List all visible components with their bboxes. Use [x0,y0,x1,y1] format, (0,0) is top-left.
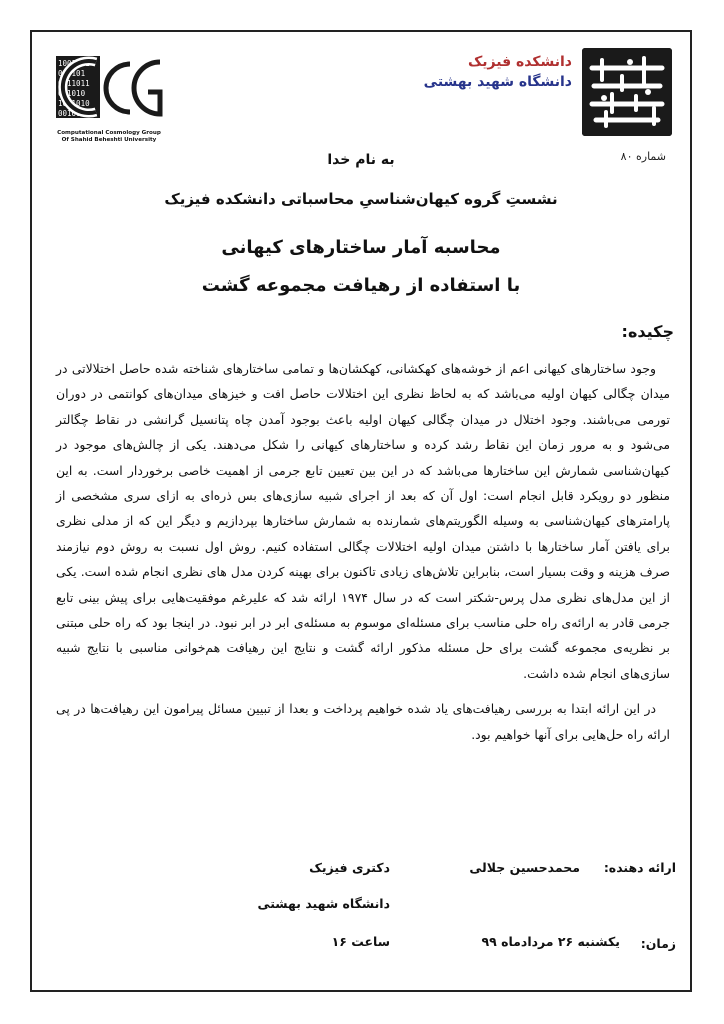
university-logo-graphic [582,48,672,136]
presenter-university: دانشگاه شهید بهشتی [257,896,390,911]
abstract-paragraph-1: وجود ساختارهای کیهانی اعم از خوشه‌های کهکشانی، کهکشان‌ها و تمامی ساختارهای شناخته شده حاصل اختلالاتی در میدان چگالی کیهان اولیه می‌باشد که به لحاظ نظری این اختلالات حاصل افت و خیزهای میدان‌های کوانتمی در دوران تورمی می‌باشند. وجود اختلال در میدان چگالی کیهان اولیه باعث بوجود آمدن چاه پتانسیل گرانشی در نقاط چگالتر می‌شود و به مرور زمان این نقاط رشد کرده و ساختارهای کیهانی را شکل می‌دهند. یکی از چالش‌های موجود در کیهان‌شناسی شمارش این ساختارها می‌باشد که در این بین تعیین تابع جرمی از اهمیت خاصی برخوردار است. به این منظور دو رویکرد قابل انجام است: اول آن که بعد از اجرای شبیه سازی‌های بس ذره‌ای به ازای سری مشخصی از پارامترهای کیهان‌شناسی به وسیله الگوریتم‌های شمارنده به شمارش ساختارها بپردازیم و دیگر این که از مدلی نظری برای یافتن آمار ساختارها با داشتن میدان اولیه اختلالات چگالی استفاده کنیم. روش اول نسبت به روش دوم نیازمند صرف هزینه و وقت بسیار است، بنابراین تلاش‌های زیادی تاکنون برای بهینه کردن مدل های نظری انجام شده است. یکی از این مدل‌های نظری مدل پرس-شکتر است که در سال ۱۹۷۴ ارائه شد که علیرغم موفقیت‌هایی برای پیش بینی تابع جرمی قادر به ارائه‌ی راه حلی مناسب برای مسئله‌ای موسوم به مسئله‌ی ابر در ابر نبود. در اینجا بود که راه حلی مبتنی بر نظریه‌ی مجموعه گشت برای حل مسئله مذکور ارائه گشت و نتایج این رهیافت هم‌خوانی مناسبی با نتایج شبیه سازی‌های انجام شده داشت. [56,361,670,681]
ccg-logo-graphic [52,50,166,130]
ccg-caption-1: Computational Cosmology Group [57,130,161,136]
abstract-body [56,356,670,747]
time-date: یکشنبه ۲۶ مردادماه ۹۹ [481,934,620,949]
svg-text:0010001: 0010001 [58,109,90,118]
presenter-degree: دکتری فیزیک [309,860,390,875]
presenter-label: ارائه دهنده: [603,860,676,875]
svg-text:010101: 010101 [58,69,86,78]
svg-text:1001010: 1001010 [58,99,90,108]
abstract-paragraph-2: در این ارائه ابتدا به بررسی رهیافت‌های یاد شده خواهیم پرداخت و بعدا از تبیین مسائل پیرامون این رهیافت‌ها در پی ارائه راه حل‌هایی برای آنها خواهیم بود. [56,701,670,742]
page-frame [30,30,692,992]
svg-text:011010: 011010 [58,89,86,98]
presenter-name: محمدحسین جلالی [469,860,580,875]
faculty-name: دانشکده فیزیک [467,54,572,70]
group-meeting-title: نشستِ گروه کیهان‌شناسیِ محاسباتی دانشکده فیزیک [164,190,558,208]
issue-number: شماره ۸۰ [620,150,666,163]
university-logo [582,48,672,136]
ccg-logo [52,50,166,154]
basmala: به نام خدا [327,152,395,168]
time-hour: ساعت ۱۶ [331,934,390,949]
time-label: زمان: [640,936,676,951]
header-text [424,54,572,90]
svg-text:1001101: 1001101 [58,59,90,68]
talk-title-line1: محاسبه آمار ساختارهای کیهانی [221,237,501,258]
abstract-heading: چکیده: [621,322,674,341]
university-name: دانشگاه شهید بهشتی [423,74,572,90]
talk-title-line2: با استفاده از رهیافت مجموعه گشت [201,275,521,296]
svg-text:0011011: 0011011 [58,79,90,88]
ccg-caption-2: Of Shahid Beheshti University [61,136,157,143]
